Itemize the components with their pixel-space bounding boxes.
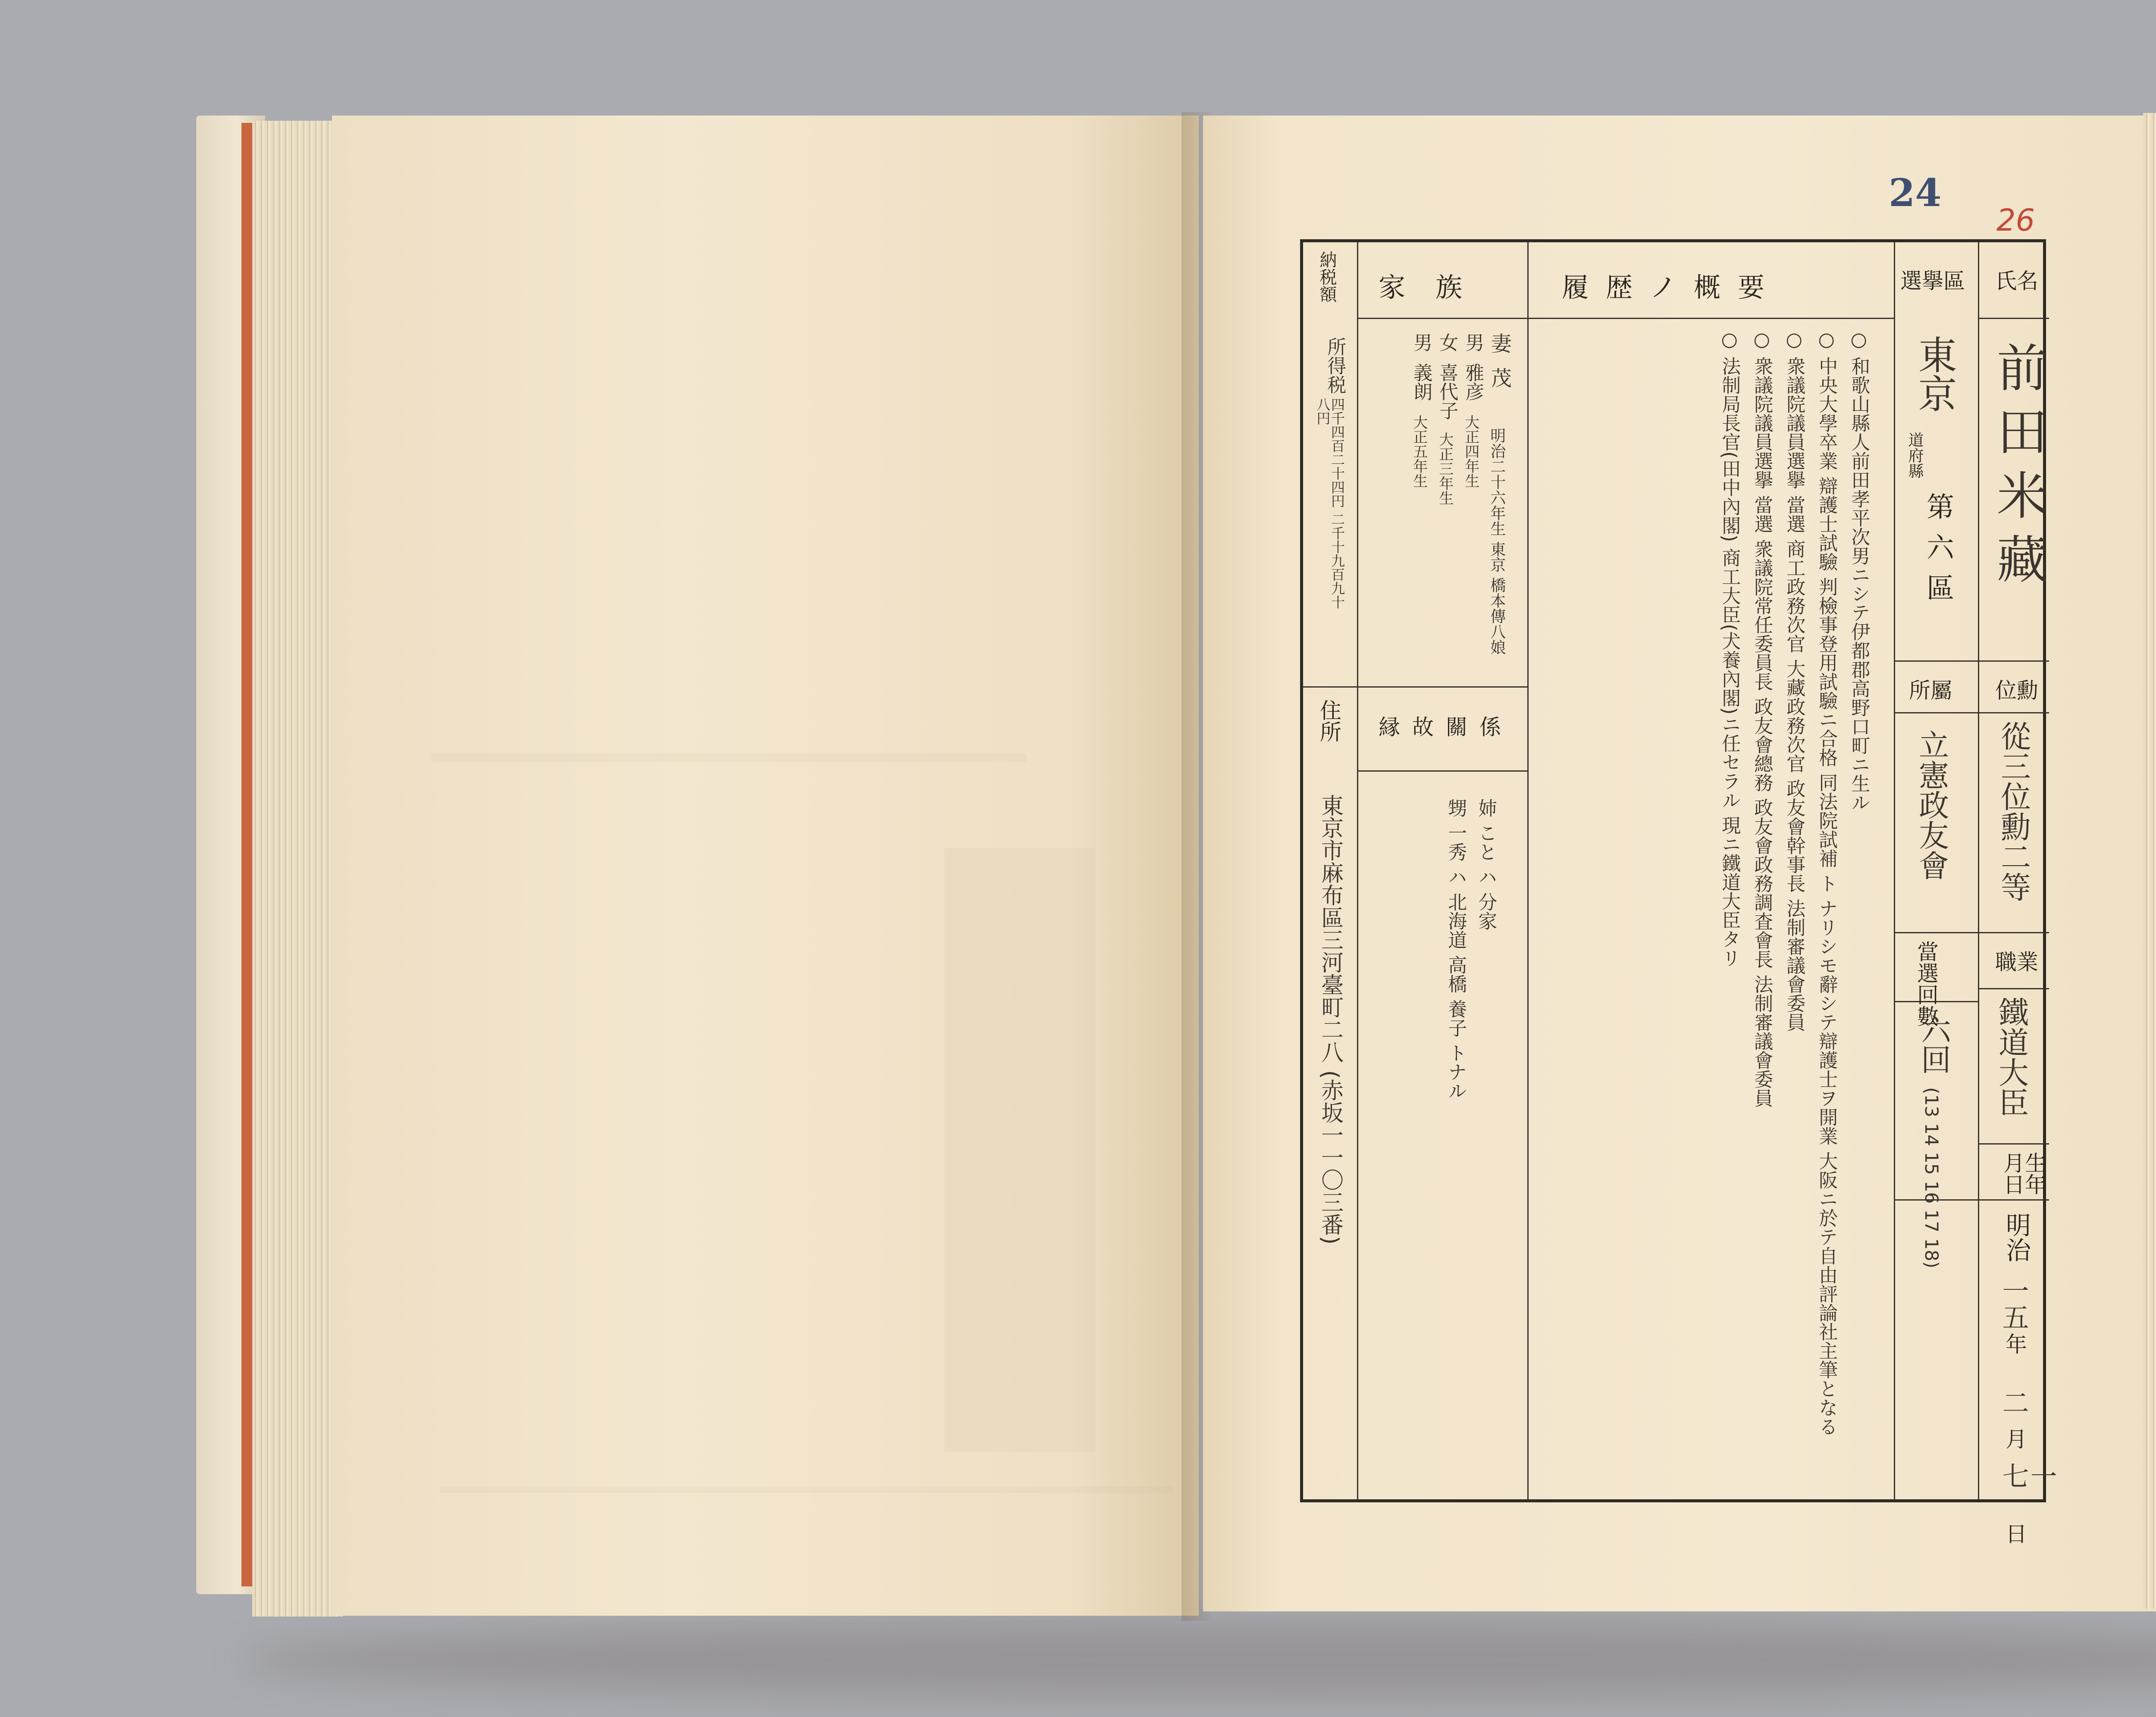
cell-divider xyxy=(1978,1199,2049,1201)
right-page-stack xyxy=(2143,113,2156,1609)
family-relation: 妻 xyxy=(1487,333,1512,353)
career-line: ○ 中央大學卒業 辯護士試驗 判檢事登用試驗ニ合格 同法院試補 ト ナリシモ辭シテ辯護士ヲ開業 大阪ニ於テ自由評論社主筆となる xyxy=(1815,328,1838,1436)
birth-month-unit: 月 xyxy=(2002,1428,2027,1449)
tax-amounts: 四千四百二十四円 二千十九百九十八円 xyxy=(1314,397,1345,609)
birth-day-unit: 日 xyxy=(2002,1523,2027,1544)
left-page-stack xyxy=(252,121,343,1617)
times-elected-note: (13 14 15 16 17 18) xyxy=(1921,1087,1943,1269)
affiliation-value: 立憲政友會 xyxy=(1914,729,1949,880)
header-address: 住所 xyxy=(1316,699,1341,742)
column-divider xyxy=(1527,242,1529,1499)
occupation-value: 鐵道大臣 xyxy=(1993,997,2029,1117)
rank-value: 從三位勳二等 xyxy=(1996,721,2031,902)
header-family: 家族 xyxy=(1379,272,1493,303)
family-relation: 女 xyxy=(1436,333,1458,352)
cell-divider xyxy=(1894,712,1978,713)
family-relation: 男 xyxy=(1410,333,1432,352)
left-page-blank xyxy=(332,116,1199,1616)
bleed-through xyxy=(440,1486,1173,1493)
header-rank: 位勳 xyxy=(1995,678,2038,703)
page-number: 24 xyxy=(1889,170,1942,215)
header-times-elected: 當選回數 xyxy=(1914,941,1939,1027)
bleed-through xyxy=(944,848,1095,1452)
header-affiliation: 所屬 xyxy=(1909,678,1952,703)
family-name: 喜代子 xyxy=(1436,363,1458,420)
career-line: ○ 法制局長官(田中內閣) 商工大臣(犬養內閣)ニ任セラル 現ニ鐵道大臣タリ xyxy=(1718,328,1741,967)
member-name: 前田米藏 xyxy=(1988,341,2048,597)
cell-divider xyxy=(1978,660,2049,662)
bleed-through xyxy=(431,754,1026,762)
career-line: ○ 衆議院議員選擧 當選 商工政務次官 大藏政務次官 政友會幹事長 法制審議會委員 xyxy=(1783,328,1805,1032)
section-divider xyxy=(1357,770,1527,772)
cell-divider xyxy=(1978,712,2049,713)
family-relation: 男 xyxy=(1462,333,1484,352)
cell-divider xyxy=(1978,1143,2049,1145)
district-printed-unit: 道府縣 xyxy=(1906,432,1924,479)
header-birth-date: 生年月日 xyxy=(2000,1152,2046,1195)
family-note: 大正三年生 xyxy=(1436,432,1454,505)
header-row-line xyxy=(1357,318,1894,319)
table-shadow xyxy=(241,1621,2156,1698)
member-record-form xyxy=(1300,239,2058,1544)
district-number: 第六區 xyxy=(1922,492,1954,614)
header-relations: 縁故關係 xyxy=(1379,715,1513,740)
address-value: 東京市麻布區三河臺町二八 (赤坂一一〇三番) xyxy=(1317,794,1343,1245)
cell-divider xyxy=(1978,988,2049,989)
family-name: 茂 xyxy=(1487,367,1512,388)
handwritten-page-number: 26 xyxy=(1996,203,2035,238)
family-name: 雅彦 xyxy=(1462,363,1484,401)
birth-month: 二 xyxy=(1998,1389,2030,1416)
relation-entry: 姉 こと ハ 分家 xyxy=(1475,798,1497,930)
column-divider xyxy=(1894,242,1895,1499)
family-name: 義朗 xyxy=(1410,363,1432,401)
career-line: ○ 和歌山縣人前田孝平次男ニシテ伊都郡高野口町ニ生ル xyxy=(1848,328,1870,812)
header-occupation: 職業 xyxy=(1995,950,2038,975)
times-elected-value: 六回 xyxy=(1916,1014,1952,1074)
birth-day: 一七 xyxy=(1998,1462,2058,1489)
tax-label: 所得税 xyxy=(1324,337,1346,394)
column-divider xyxy=(1978,242,1979,1499)
birth-era: 明治 xyxy=(2002,1212,2031,1262)
cell-divider xyxy=(1978,318,2049,319)
family-note: 大正五年生 xyxy=(1410,415,1428,488)
section-divider xyxy=(1303,686,1527,688)
cell-divider xyxy=(1978,932,2049,933)
header-tax: 納税額 xyxy=(1317,251,1337,303)
cell-divider xyxy=(1894,932,1978,933)
family-note: 大正四年生 xyxy=(1462,415,1479,488)
family-note: 明治二十六年生 東京 橋本傳八娘 xyxy=(1488,428,1506,655)
header-career: 履歴ノ概要 xyxy=(1562,272,1782,303)
relation-entry: 甥 一秀 ハ 北海道 高橋 養子 トナル xyxy=(1445,798,1467,1100)
cell-divider xyxy=(1894,660,1978,662)
header-district: 選擧區 xyxy=(1900,269,1965,294)
birth-year-unit: 年 xyxy=(2002,1333,2027,1354)
header-name: 氏名 xyxy=(1995,269,2038,294)
district-prefecture: 東京 xyxy=(1911,335,1957,413)
column-divider xyxy=(1357,242,1358,1499)
career-line: ○ 衆議院議員選擧 當選 衆議院常任委員長 政友會總務 政友會政務調査會長 法制審議會委員 xyxy=(1751,328,1773,1107)
birth-year: 一五 xyxy=(1998,1277,2030,1330)
